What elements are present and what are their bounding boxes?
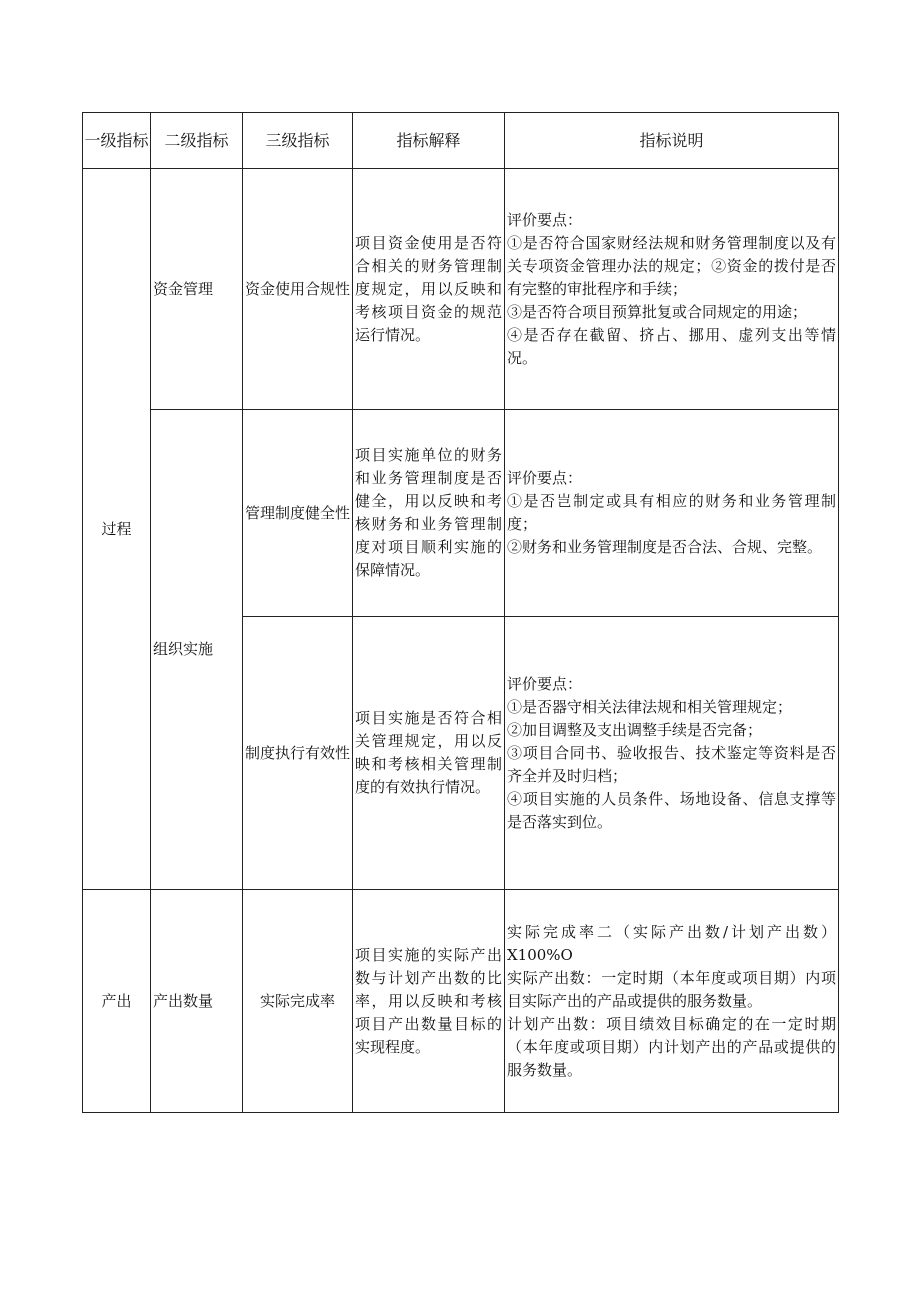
table-row: [83, 410, 839, 617]
subgroup-fund-management: 资金管理: [151, 169, 243, 410]
desc-line: ④是否存在截留、挤占、挪用、虚列支出等情况。: [507, 325, 836, 367]
header-description: 指标说明: [505, 113, 839, 169]
desc-line: 评价要点：: [507, 469, 583, 487]
desc-line: 实际完成率二（实际产出数/计划产出数）X100%O: [507, 922, 836, 964]
group-process: 过程: [83, 169, 151, 890]
desc-line: ①是否符合国家财经法规和财务管理制度以及有关专项资金管理办法的规定；②资金的拨付是否有完整的审批程序和手续；: [507, 233, 836, 298]
desc-line: ③项目合同书、验收报告、技术鉴定等资料是否齐全并及时归档；: [507, 743, 836, 785]
row2-level3: 管理制度健全性: [243, 410, 353, 617]
desc-line: 实际产出数：一定时期（本年度或项目期）内项目实际产出的产品或提供的服务数量。: [507, 968, 836, 1010]
header-row: [83, 113, 839, 169]
row3-level3: 制度执行有效性: [243, 617, 353, 890]
row1-explanation: 项目资金使用是否符合相关的财务管理制度规定，用以反映和考核项目资金的规范运行情况。: [353, 169, 505, 410]
row3-description: [505, 617, 839, 890]
desc-line: ①是否器守相关法律法规和相关管理规定；: [507, 697, 793, 716]
desc-line: 评价要点：: [507, 210, 583, 229]
subgroup-output-quantity: 产出数量: [151, 890, 243, 1113]
desc-line: ④项目实施的人员条件、场地设备、信息支撑等是否落实到位。: [507, 789, 836, 831]
group-output: 产出: [83, 890, 151, 1113]
table-row: [83, 890, 839, 1113]
row3-explanation: 项目实施是否符合相关管理规定，用以反映和考核相关管理制度的有效执行情况。: [353, 617, 505, 890]
header-explanation: 指标解释: [353, 113, 505, 169]
header-level2: 二级指标: [151, 113, 243, 169]
indicator-table: [82, 112, 839, 1113]
desc-line: 评价要点：: [507, 674, 583, 693]
header-level3: 三级指标: [243, 113, 353, 169]
table-row: [83, 169, 839, 410]
row1-description: [505, 169, 839, 410]
row2-description: [505, 410, 839, 617]
desc-line: 计划产出数：项目绩效目标确定的在一定时期（本年度或项目期）内计划产出的产品或提供的服务数量。: [507, 1014, 836, 1079]
subgroup-org-implementation: 组织实施: [151, 410, 243, 890]
row4-explanation: 项目实施的实际产出数与计划产出数的比率，用以反映和考核项目产出数量目标的实现程度。: [353, 890, 505, 1113]
desc-line: ③是否符合项目预算批复或合同规定的用途；: [507, 302, 808, 321]
row1-level3: 资金使用合规性: [243, 169, 353, 410]
row2-explanation: 项目实施单位的财务和业务管理制度是否健全，用以反映和考核财务和业务管理制度对项目顺利实施的保障情况。: [353, 410, 505, 617]
header-level1: 一级指标: [83, 113, 151, 169]
desc-line: ①是否岂制定或具有相应的财务和业务管理制度；: [507, 492, 836, 533]
row4-level3: 实际完成率: [243, 890, 353, 1113]
desc-line: ②财务和业务管理制度是否合法、合规、完整。: [507, 538, 823, 556]
desc-line: ②加目调整及支出调整手续是否完备；: [507, 720, 763, 739]
row4-description: [505, 890, 839, 1113]
